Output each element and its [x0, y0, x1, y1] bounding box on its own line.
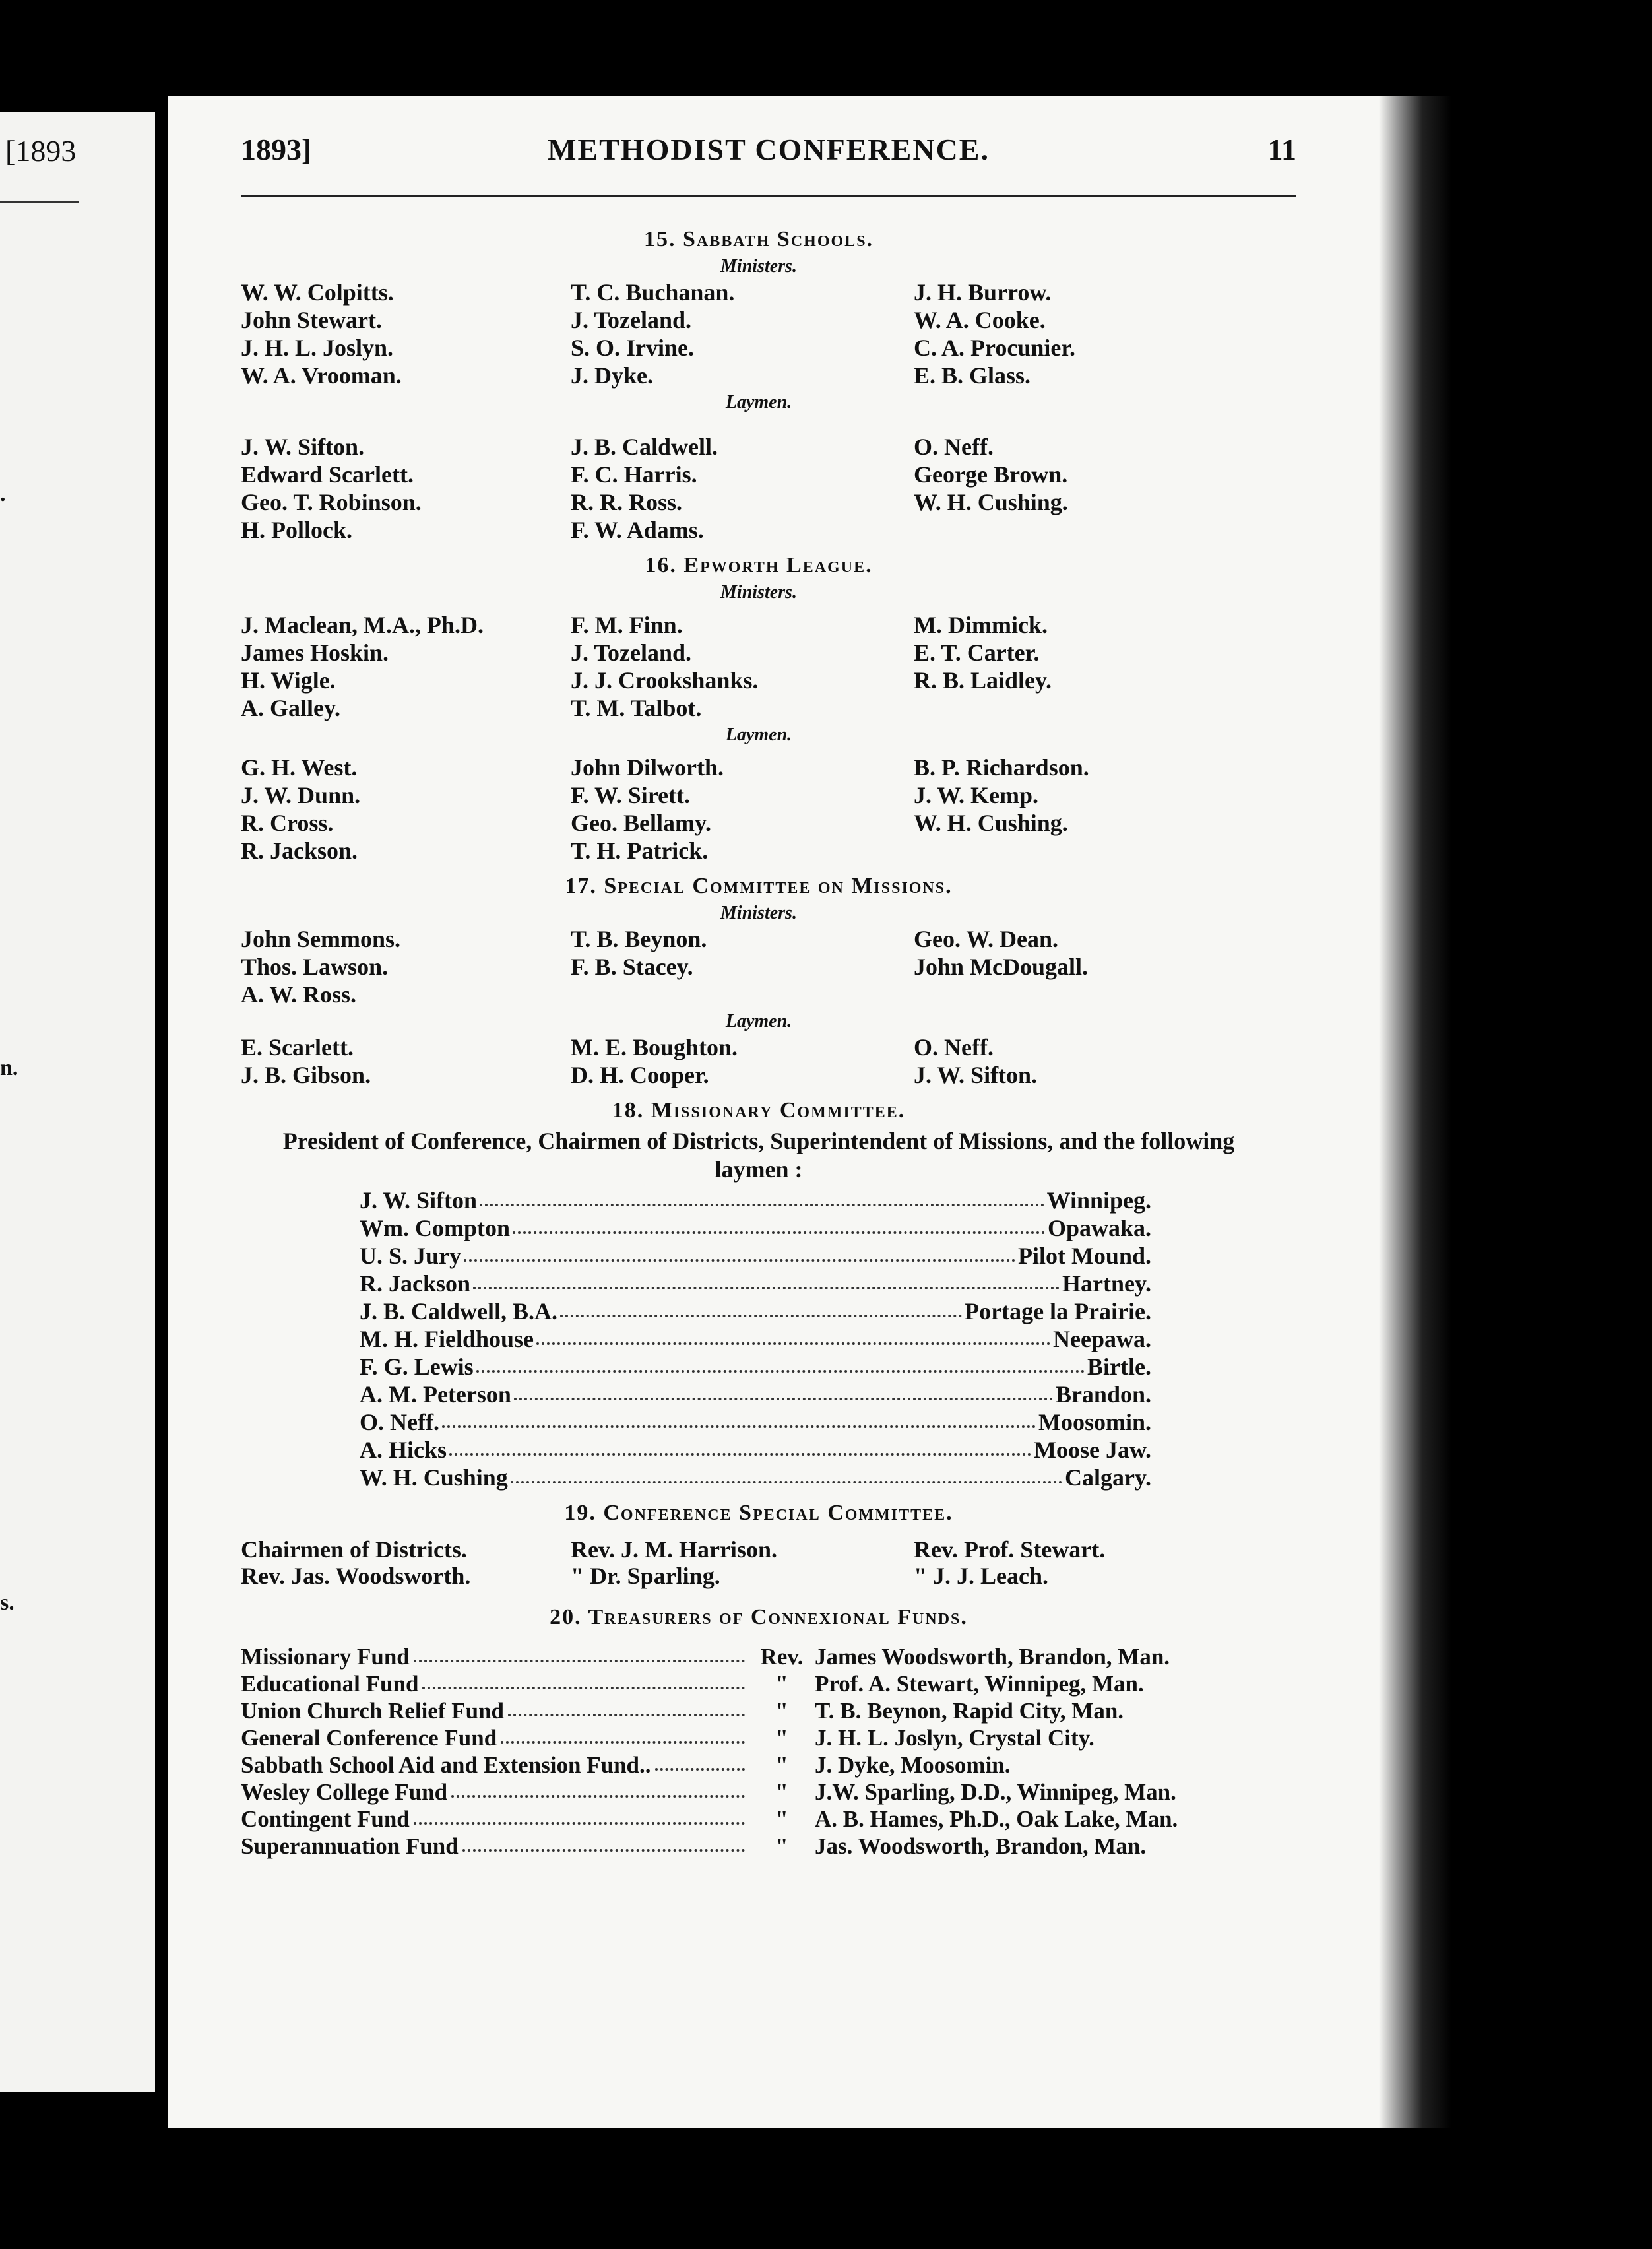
- name: G. H. West.: [241, 754, 358, 781]
- list-item: [360, 1242, 1151, 1270]
- name: Geo. Bellamy.: [571, 810, 711, 836]
- fund-name: General Conference Fund: [241, 1725, 497, 1751]
- left-page-text: s.: [0, 1590, 15, 1615]
- name: John Dilworth.: [571, 754, 724, 781]
- section-intro: President of Conference, Chairmen of Districts, Superintendent of Missions, and the following laymen :: [282, 1128, 1235, 1183]
- name: [914, 837, 1257, 864]
- list-item: [360, 1270, 1151, 1297]
- name: Rev. Prof. Stewart.: [914, 1536, 1106, 1563]
- name: J. W. Dunn.: [241, 782, 361, 808]
- list-item: [241, 1778, 1277, 1806]
- name: [914, 981, 1257, 1008]
- name: F. C. Harris.: [571, 461, 697, 488]
- list-item: [241, 1724, 1277, 1751]
- name: J. H. L. Joslyn.: [241, 335, 394, 361]
- fund-treasurer: A. B. Hames, Ph.D., Oak Lake, Man.: [815, 1806, 1178, 1832]
- section-title: 18. Missionary Committee.: [612, 1098, 906, 1123]
- fund-rev: ": [775, 1698, 788, 1724]
- member-place: Portage la Prairie.: [965, 1298, 1151, 1324]
- left-page-rule: [0, 201, 79, 203]
- laymen-list: [241, 433, 1277, 544]
- name: R. Jackson.: [241, 837, 358, 864]
- ministers-label: Ministers.: [720, 256, 797, 277]
- section-title: 20. Treasurers of Connexional Funds.: [550, 1605, 968, 1629]
- fund-rev: ": [775, 1671, 788, 1697]
- name: W. H. Cushing.: [914, 489, 1068, 515]
- name: J. H. Burrow.: [914, 279, 1052, 306]
- member-name: W. H. Cushing: [360, 1464, 508, 1491]
- laymen-label: Laymen.: [725, 392, 792, 412]
- book-page: [168, 96, 1395, 2128]
- name: M. E. Boughton.: [571, 1034, 738, 1060]
- ministers-label: Ministers.: [720, 903, 797, 923]
- member-name: O. Neff.: [360, 1409, 439, 1435]
- section-title: 19. Conference Special Committee.: [564, 1501, 953, 1525]
- name: " J. J. Leach.: [914, 1563, 1048, 1589]
- name: R. R. Ross.: [571, 489, 683, 515]
- fund-treasurer: Prof. A. Stewart, Winnipeg, Man.: [815, 1671, 1144, 1697]
- name: E. B. Glass.: [914, 362, 1031, 389]
- page-header: [241, 132, 1296, 172]
- name: R. B. Laidley.: [914, 667, 1052, 694]
- name: John Stewart.: [241, 307, 382, 333]
- fund-name: Union Church Relief Fund: [241, 1698, 505, 1724]
- list-item: [241, 1751, 1277, 1778]
- name: J. W. Sifton.: [241, 434, 365, 460]
- fund-treasurer: J. H. L. Joslyn, Crystal City.: [815, 1725, 1095, 1751]
- member-place: Hartney.: [1062, 1270, 1151, 1297]
- list-item: [360, 1381, 1151, 1408]
- section-title: 16. Epworth League.: [645, 553, 873, 577]
- fund-name: Educational Fund: [241, 1671, 419, 1697]
- fund-list: [241, 1643, 1277, 1860]
- name: T. H. Patrick.: [571, 837, 709, 864]
- member-name: A. Hicks: [360, 1437, 447, 1463]
- fund-rev: ": [775, 1806, 788, 1832]
- header-year: 1893]: [241, 133, 312, 166]
- fund-name: Contingent Fund: [241, 1806, 410, 1832]
- ministers-list: [241, 278, 1277, 389]
- list-item: [360, 1353, 1151, 1381]
- list-item: [360, 1408, 1151, 1436]
- name: W. A. Cooke.: [914, 307, 1046, 333]
- name: F. B. Stacey.: [571, 954, 693, 980]
- name: C. A. Procunier.: [914, 335, 1076, 361]
- left-page-text: .: [0, 482, 6, 506]
- name: W. W. Colpitts.: [241, 279, 394, 306]
- member-name: U. S. Jury: [360, 1243, 462, 1269]
- name: James Hoskin.: [241, 639, 389, 666]
- name: " Dr. Sparling.: [571, 1563, 720, 1589]
- name: J. W. Sifton.: [914, 1062, 1038, 1088]
- name: W. A. Vrooman.: [241, 362, 402, 389]
- name: T. M. Talbot.: [571, 695, 702, 721]
- name: F. W. Sirett.: [571, 782, 691, 808]
- name: F. W. Adams.: [571, 517, 704, 543]
- name: [914, 694, 1257, 722]
- fund-rev: ": [775, 1833, 788, 1859]
- member-place: Opawaka.: [1047, 1215, 1151, 1241]
- name: John Semmons.: [241, 926, 401, 952]
- header-title: METHODIST CONFERENCE.: [548, 133, 990, 166]
- fund-rev: Rev.: [760, 1644, 804, 1670]
- member-name: Wm. Compton: [360, 1215, 511, 1241]
- section-title: 17. Special Committee on Missions.: [565, 874, 953, 898]
- name: T. C. Buchanan.: [571, 279, 735, 306]
- list-item: [241, 1643, 1277, 1670]
- name: Thos. Lawson.: [241, 954, 389, 980]
- list-item: [241, 1697, 1277, 1724]
- page-gutter-shadow: [1379, 96, 1451, 2128]
- name: H. Pollock.: [241, 517, 352, 543]
- name: Rev. Jas. Woodsworth.: [241, 1563, 471, 1589]
- list-item: [360, 1464, 1151, 1491]
- fund-name: Sabbath School Aid and Extension Fund..: [241, 1752, 651, 1778]
- member-name: J. W. Sifton: [360, 1187, 478, 1214]
- list-item: [360, 1436, 1151, 1464]
- name: W. H. Cushing.: [914, 810, 1068, 836]
- member-name: F. G. Lewis: [360, 1353, 474, 1380]
- name: Geo. T. Robinson.: [241, 489, 422, 515]
- name: O. Neff.: [914, 1034, 994, 1060]
- member-place: Winnipeg.: [1046, 1187, 1151, 1214]
- section-title: 15. Sabbath Schools.: [643, 227, 874, 251]
- name: [571, 981, 914, 1008]
- list-item: [360, 1214, 1151, 1242]
- name: R. Cross.: [241, 810, 334, 836]
- fund-name: Superannuation Fund: [241, 1833, 459, 1859]
- name: J. Dyke.: [571, 362, 653, 389]
- list-item: [360, 1297, 1151, 1325]
- name: J. Tozeland.: [571, 307, 692, 333]
- name: E. Scarlett.: [241, 1034, 354, 1060]
- ministers-list: [241, 925, 1277, 1008]
- fund-treasurer: J.W. Sparling, D.D., Winnipeg, Man.: [815, 1779, 1176, 1805]
- member-place: Birtle.: [1087, 1353, 1151, 1380]
- name: Chairmen of Districts.: [241, 1536, 467, 1563]
- list-item: [360, 1325, 1151, 1353]
- name: E. T. Carter.: [914, 639, 1040, 666]
- name: Rev. J. M. Harrison.: [571, 1536, 777, 1563]
- list-item: [360, 1187, 1151, 1214]
- fund-rev: ": [775, 1752, 788, 1778]
- member-name: J. B. Caldwell, B.A.: [360, 1298, 558, 1324]
- laymen-list: [241, 754, 1277, 864]
- list-item: [241, 1833, 1277, 1860]
- name: O. Neff.: [914, 434, 994, 460]
- name: J. B. Caldwell.: [571, 434, 718, 460]
- name: J. W. Kemp.: [914, 782, 1039, 808]
- fund-treasurer: J. Dyke, Moosomin.: [815, 1752, 1011, 1778]
- laymen-label: Laymen.: [725, 725, 792, 745]
- name: F. M. Finn.: [571, 612, 683, 638]
- fund-treasurer: Jas. Woodsworth, Brandon, Man.: [815, 1833, 1147, 1859]
- member-place: Calgary.: [1065, 1464, 1151, 1491]
- member-name: A. M. Peterson: [360, 1381, 511, 1408]
- name: J. B. Gibson.: [241, 1062, 371, 1088]
- member-place: Moose Jaw.: [1034, 1437, 1151, 1463]
- name: J. J. Crookshanks.: [571, 667, 759, 694]
- ministers-label: Ministers.: [720, 582, 797, 603]
- laymen-list: [241, 1033, 1277, 1089]
- left-page-fragment: [0, 112, 155, 2092]
- page-number: 11: [1267, 133, 1296, 166]
- header-rule: [241, 195, 1296, 197]
- fund-name: Missionary Fund: [241, 1644, 410, 1670]
- name: S. O. Irvine.: [571, 335, 695, 361]
- name: D. H. Cooper.: [571, 1062, 709, 1088]
- member-name: R. Jackson: [360, 1270, 471, 1297]
- member-name: M. H. Fieldhouse: [360, 1326, 534, 1352]
- left-page-header: [1893: [5, 134, 77, 168]
- member-place: Brandon.: [1055, 1381, 1151, 1408]
- name: Geo. W. Dean.: [914, 926, 1059, 952]
- page-content: [241, 218, 1277, 1860]
- laymen-label: Laymen.: [725, 1011, 792, 1031]
- name: John McDougall.: [914, 954, 1089, 980]
- member-list: [360, 1187, 1151, 1491]
- name: T. B. Beynon.: [571, 926, 707, 952]
- name: Edward Scarlett.: [241, 461, 414, 488]
- committee-list: [241, 1536, 1277, 1589]
- name: B. P. Richardson.: [914, 754, 1089, 781]
- left-page-text: n.: [0, 1056, 18, 1080]
- member-place: Pilot Mound.: [1017, 1243, 1151, 1269]
- name: A. Galley.: [241, 695, 340, 721]
- list-item: [241, 1806, 1277, 1833]
- name: [914, 516, 1257, 544]
- fund-rev: ": [775, 1725, 788, 1751]
- name: J. Tozeland.: [571, 639, 692, 666]
- name: George Brown.: [914, 461, 1068, 488]
- ministers-list: [241, 611, 1277, 722]
- list-item: [241, 1670, 1277, 1697]
- member-place: Moosomin.: [1038, 1409, 1151, 1435]
- fund-treasurer: James Woodsworth, Brandon, Man.: [815, 1644, 1170, 1670]
- member-place: Neepawa.: [1053, 1326, 1151, 1352]
- fund-treasurer: T. B. Beynon, Rapid City, Man.: [815, 1698, 1124, 1724]
- fund-name: Wesley College Fund: [241, 1779, 448, 1805]
- name: M. Dimmick.: [914, 612, 1048, 638]
- name: H. Wigle.: [241, 667, 336, 694]
- name: J. Maclean, M.A., Ph.D.: [241, 612, 484, 638]
- name: A. W. Ross.: [241, 981, 357, 1008]
- fund-rev: ": [775, 1779, 788, 1805]
